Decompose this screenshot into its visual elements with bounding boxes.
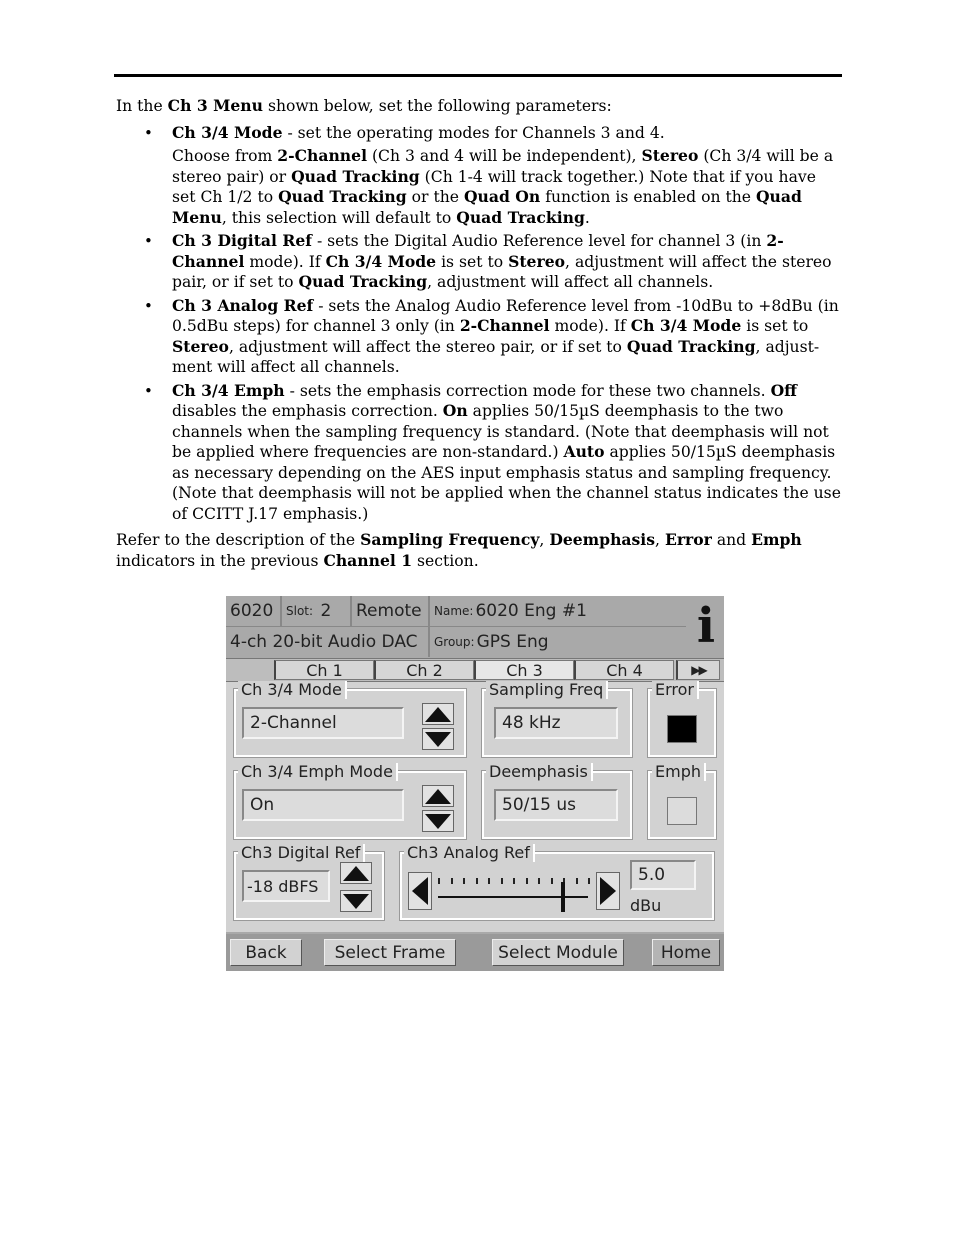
digital-ref-group [234, 843, 384, 920]
sampling-caption: Sampling Freq [486, 681, 608, 699]
analog-ref-group [400, 843, 714, 920]
mode-up-arrow-icon[interactable] [422, 703, 454, 725]
emph-indicator [667, 797, 697, 825]
location-label: Remote [352, 596, 430, 626]
slider-tick [501, 878, 503, 884]
slot-value: 2 [320, 601, 332, 621]
slider-track [438, 896, 588, 898]
list-item-analog-ref: • Ch 3 Analog Ref - sets the Analog Audio Reference level from -10dBu to +8dBu (in 0.5dBu steps) for channel 3 only (in 2-Channel mode). If Ch 3/4 Mode is set to Stereo, adjustment will affect the stereo pair, or if set to Quad Tracking, adjust-ment will affect all channels. [144, 295, 839, 376]
digital-up-arrow-icon[interactable] [340, 862, 372, 884]
mode-down-arrow-icon[interactable] [422, 728, 454, 750]
mode-group [234, 680, 466, 757]
bottom-bar [226, 934, 724, 971]
tab-ch2[interactable]: Ch 2 [374, 660, 474, 680]
slider-tick [551, 878, 553, 884]
model-number: 6020 [226, 596, 282, 626]
slider-tick [513, 878, 515, 884]
select-frame-button[interactable]: Select Frame [324, 939, 456, 966]
emph-mode-caption: Ch 3/4 Emph Mode [238, 763, 398, 781]
slider-tick [576, 878, 578, 884]
analog-slider[interactable] [438, 870, 588, 914]
select-module-button[interactable]: Select Module [492, 939, 624, 966]
analog-left-arrow-icon[interactable] [408, 872, 432, 910]
slider-tick [451, 878, 453, 884]
mode-field[interactable]: 2-Channel [242, 707, 404, 739]
module-description: 4-ch 20-bit Audio DAC [226, 627, 430, 657]
sampling-field: 48 kHz [494, 707, 618, 739]
bullet: • [144, 232, 153, 250]
parameter-list [116, 123, 844, 525]
bullet: • [144, 296, 153, 315]
back-button[interactable]: Back [230, 939, 302, 966]
info-icon[interactable]: i [696, 598, 716, 654]
slider-tick [488, 878, 490, 884]
slider-tick [526, 878, 528, 884]
header-rule [114, 74, 842, 77]
deemph-group [482, 762, 632, 839]
mode-caption: Ch 3/4 Mode [238, 681, 347, 699]
group-cell [430, 627, 686, 657]
name-value: 6020 Eng #1 [475, 601, 587, 621]
error-indicator [667, 715, 697, 743]
channel-tabs [226, 658, 724, 682]
emph-down-arrow-icon[interactable] [422, 810, 454, 832]
document-body [116, 96, 844, 571]
slider-tick [476, 878, 478, 884]
header-row-1 [226, 596, 686, 626]
name-cell [430, 596, 686, 626]
analog-right-arrow-icon[interactable] [596, 872, 620, 910]
bullet: • [144, 381, 153, 400]
slider-tick [438, 878, 440, 884]
digital-ref-caption: Ch3 Digital Ref [238, 844, 365, 862]
digital-ref-field[interactable]: -18 dBFS [242, 870, 330, 902]
slot-label: Slot: [286, 604, 314, 618]
error-caption: Error [652, 681, 699, 699]
analog-unit: dBu [630, 896, 662, 915]
refer-paragraph: Refer to the description of the Sampling Frequency, Deemphasis, Error and Emph indicators in the previous Channel 1 section. [116, 530, 802, 570]
sampling-group [482, 680, 632, 757]
slider-tick [588, 878, 590, 884]
analog-value-field: 5.0 [630, 860, 696, 890]
slot-cell [282, 596, 352, 626]
name-label: Name: [434, 604, 474, 618]
deemph-caption: Deemphasis [486, 763, 593, 781]
digital-down-arrow-icon[interactable] [340, 890, 372, 912]
emph-mode-field[interactable]: On [242, 789, 404, 821]
tab-ch4[interactable]: Ch 4 [574, 660, 674, 680]
list-item-digital-ref: • Ch 3 Digital Ref - sets the Digital Audio Reference level for channel 3 (in 2-Channel mode). If Ch 3/4 Mode is set to Stereo, adjustment will affect the stereo pair, or if set to Quad Tracking, adjustment will affect all channels. [144, 231, 832, 291]
device-screen [226, 596, 724, 971]
list-item-mode: • Ch 3/4 Mode - set the operating modes for Channels 3 and 4. Choose from 2-Channel (Ch 3 and 4 will be independent), Stereo (Ch 3/4 will be a stereo pair) or Quad Tracking (Ch 1-4 will track together.) Note that if you have set Ch 1/2 to Quad Tracking or the Quad On function is enabled on the Quad Menu, this selection will default to Quad Tracking. [144, 122, 834, 227]
intro-paragraph: In the Ch 3 Menu shown below, set the following parameters: [116, 96, 612, 115]
bullet: • [144, 123, 153, 142]
list-item-emph: • Ch 3/4 Emph - sets the emphasis correction mode for these two channels. Off disables the emphasis correction. On applies 50/15µS deemphasis to the two channels when the sampling frequency is standard. (Note that deemphasis will not be applied where frequencies are non-standard.) Auto applies 50/15µS deemphasis as necessary depending on the AES input emphasis status and sampling frequency. (Note that deemphasis will not be applied when the channel status indicates the use of CCITT J.17 emphasis.) [144, 380, 841, 523]
tab-ch3[interactable]: Ch 3 [474, 660, 574, 680]
analog-ref-caption: Ch3 Analog Ref [404, 844, 535, 862]
deemph-field: 50/15 us [494, 789, 618, 821]
emph-up-arrow-icon[interactable] [422, 785, 454, 807]
group-value: GPS Eng [476, 632, 549, 652]
tab-ch1[interactable]: Ch 1 [274, 660, 374, 680]
group-label: Group: [434, 635, 475, 649]
tab-more-icon[interactable]: ▶▶ [676, 660, 720, 680]
emph-mode-group [234, 762, 466, 839]
header-row-2 [226, 627, 686, 657]
slider-tick [538, 878, 540, 884]
slider-tick [463, 878, 465, 884]
slider-thumb[interactable] [561, 882, 565, 912]
home-button[interactable]: Home [652, 939, 720, 966]
channel-panel [226, 682, 724, 932]
emph-group [648, 762, 716, 839]
error-group [648, 680, 716, 757]
emph-caption: Emph [652, 763, 706, 781]
